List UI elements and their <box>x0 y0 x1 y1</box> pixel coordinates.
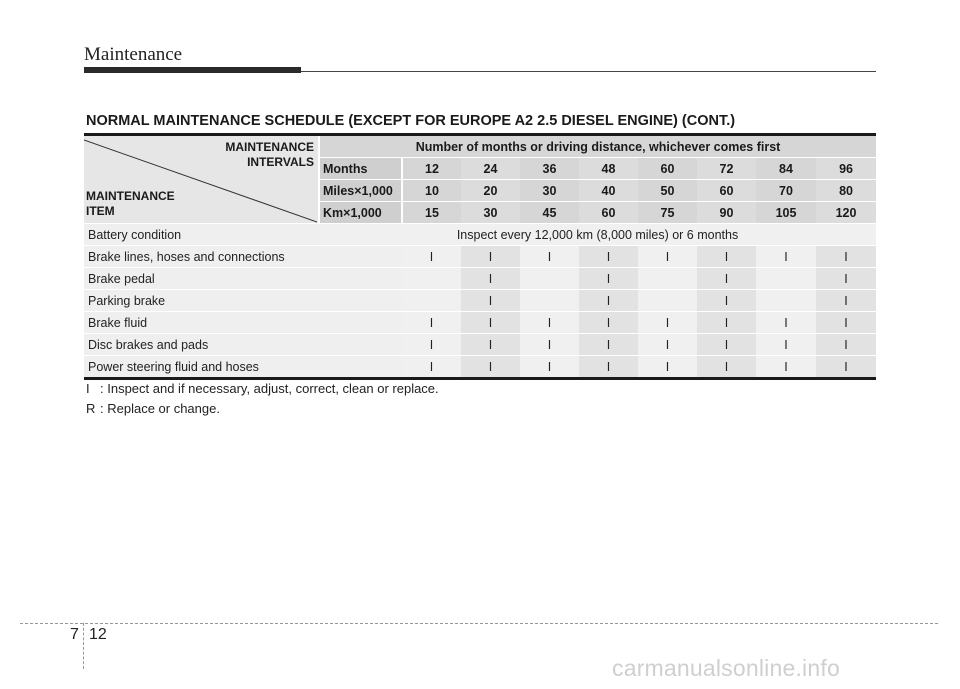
schedule-cell: I <box>816 268 876 290</box>
table-row <box>84 334 876 356</box>
schedule-cell: I <box>816 356 876 379</box>
item-label: Disc brakes and pads <box>84 334 402 356</box>
legend-item-inspect <box>86 381 439 396</box>
interval-value-cell: 60 <box>697 180 756 202</box>
corner-bottom-line2: ITEM <box>86 204 115 218</box>
schedule-cell: I <box>520 356 579 379</box>
schedule-cell <box>520 290 579 312</box>
interval-value-cell: 48 <box>579 158 638 180</box>
legend-item-replace <box>86 401 220 416</box>
corner-top-line2: INTERVALS <box>247 155 314 169</box>
interval-value-cell: 50 <box>638 180 697 202</box>
schedule-cell: I <box>461 334 520 356</box>
schedule-cell: I <box>402 246 461 268</box>
schedule-cell: I <box>816 334 876 356</box>
footer-page-number: 12 <box>89 626 107 643</box>
schedule-cell: I <box>520 334 579 356</box>
table-row <box>84 246 876 268</box>
item-label: Battery condition <box>84 224 319 246</box>
interval-value-cell: 105 <box>756 202 816 224</box>
schedule-cell <box>756 268 816 290</box>
interval-row-label: Miles×1,000 <box>319 180 402 202</box>
footer-divider <box>83 623 84 669</box>
table-row <box>84 290 876 312</box>
schedule-cell: I <box>461 356 520 379</box>
schedule-cell: I <box>402 356 461 379</box>
interval-row-label: Km×1,000 <box>319 202 402 224</box>
interval-value-cell: 60 <box>579 202 638 224</box>
item-label: Parking brake <box>84 290 402 312</box>
interval-value-cell: 30 <box>461 202 520 224</box>
item-label: Brake lines, hoses and connections <box>84 246 402 268</box>
schedule-cell: I <box>579 334 638 356</box>
schedule-cell: I <box>579 246 638 268</box>
schedule-cell: I <box>638 356 697 379</box>
section-title: NORMAL MAINTENANCE SCHEDULE (EXCEPT FOR EUROPE A2 2.5 DIESEL ENGINE) (CONT.) <box>86 113 736 129</box>
schedule-cell: I <box>638 312 697 334</box>
schedule-cell: I <box>697 246 756 268</box>
schedule-cell: I <box>756 246 816 268</box>
schedule-cell: I <box>756 334 816 356</box>
interval-value-cell: 84 <box>756 158 816 180</box>
page-header-title: Maintenance <box>84 44 183 65</box>
table-row <box>84 312 876 334</box>
interval-header: Number of months or driving distance, whichever comes first <box>319 135 876 158</box>
legend-text: : Inspect and if necessary, adjust, correct, clean or replace. <box>100 381 439 396</box>
interval-value-cell: 10 <box>402 180 461 202</box>
schedule-cell <box>402 290 461 312</box>
interval-value-cell: 30 <box>520 180 579 202</box>
schedule-cell: I <box>461 312 520 334</box>
schedule-cell <box>638 290 697 312</box>
interval-value-cell: 72 <box>697 158 756 180</box>
schedule-cell: I <box>756 356 816 379</box>
schedule-cell: I <box>697 356 756 379</box>
schedule-cell: I <box>579 290 638 312</box>
schedule-cell: I <box>579 268 638 290</box>
legend-key: R <box>86 401 96 416</box>
item-label: Brake fluid <box>84 312 402 334</box>
watermark: carmanualsonline.info <box>612 655 840 681</box>
interval-value-cell: 20 <box>461 180 520 202</box>
schedule-cell <box>756 290 816 312</box>
item-label: Brake pedal <box>84 268 402 290</box>
schedule-cell: I <box>816 312 876 334</box>
table-row <box>84 268 876 290</box>
interval-row-label: Months <box>319 158 402 180</box>
schedule-cell: I <box>638 246 697 268</box>
header-accent-bar <box>84 67 301 73</box>
interval-value-cell: 90 <box>697 202 756 224</box>
interval-value-cell: 45 <box>520 202 579 224</box>
interval-value-cell: 96 <box>816 158 876 180</box>
schedule-cell: I <box>402 312 461 334</box>
schedule-cell: I <box>697 334 756 356</box>
header-rule <box>301 71 876 72</box>
schedule-cell: I <box>756 312 816 334</box>
interval-value-cell: 36 <box>520 158 579 180</box>
schedule-cell: I <box>816 246 876 268</box>
schedule-cell: I <box>402 334 461 356</box>
schedule-cell: I <box>461 290 520 312</box>
interval-value-cell: 12 <box>402 158 461 180</box>
maintenance-schedule-table <box>84 133 876 380</box>
schedule-cell: I <box>520 312 579 334</box>
interval-value-cell: 60 <box>638 158 697 180</box>
schedule-cell: I <box>461 268 520 290</box>
corner-intervals-label <box>225 140 314 170</box>
schedule-cell: I <box>579 312 638 334</box>
schedule-cell: I <box>697 290 756 312</box>
schedule-cell: I <box>816 290 876 312</box>
table-corner-header <box>84 135 319 224</box>
table-row <box>84 356 876 379</box>
corner-item-label <box>86 189 175 219</box>
footer-chapter-number: 7 <box>70 626 79 643</box>
interval-value-cell: 40 <box>579 180 638 202</box>
corner-top-line1: MAINTENANCE <box>225 140 314 154</box>
schedule-cell <box>402 268 461 290</box>
interval-value-cell: 70 <box>756 180 816 202</box>
legend-text: : Replace or change. <box>100 401 220 416</box>
schedule-cell: I <box>638 334 697 356</box>
schedule-cell: I <box>579 356 638 379</box>
interval-value-cell: 24 <box>461 158 520 180</box>
interval-value-cell: 15 <box>402 202 461 224</box>
schedule-cell <box>638 268 697 290</box>
legend-key: I <box>86 381 90 396</box>
battery-interval-note: Inspect every 12,000 km (8,000 miles) or 6 months <box>319 224 876 246</box>
interval-value-cell: 80 <box>816 180 876 202</box>
schedule-cell: I <box>461 246 520 268</box>
footer-rule <box>20 623 938 624</box>
interval-value-cell: 75 <box>638 202 697 224</box>
battery-row <box>84 224 876 246</box>
interval-header-row <box>84 135 876 158</box>
schedule-cell: I <box>697 312 756 334</box>
corner-bottom-line1: MAINTENANCE <box>86 189 175 203</box>
schedule-cell: I <box>697 268 756 290</box>
item-label: Power steering fluid and hoses <box>84 356 402 379</box>
schedule-cell <box>520 268 579 290</box>
schedule-cell: I <box>520 246 579 268</box>
interval-value-cell: 120 <box>816 202 876 224</box>
